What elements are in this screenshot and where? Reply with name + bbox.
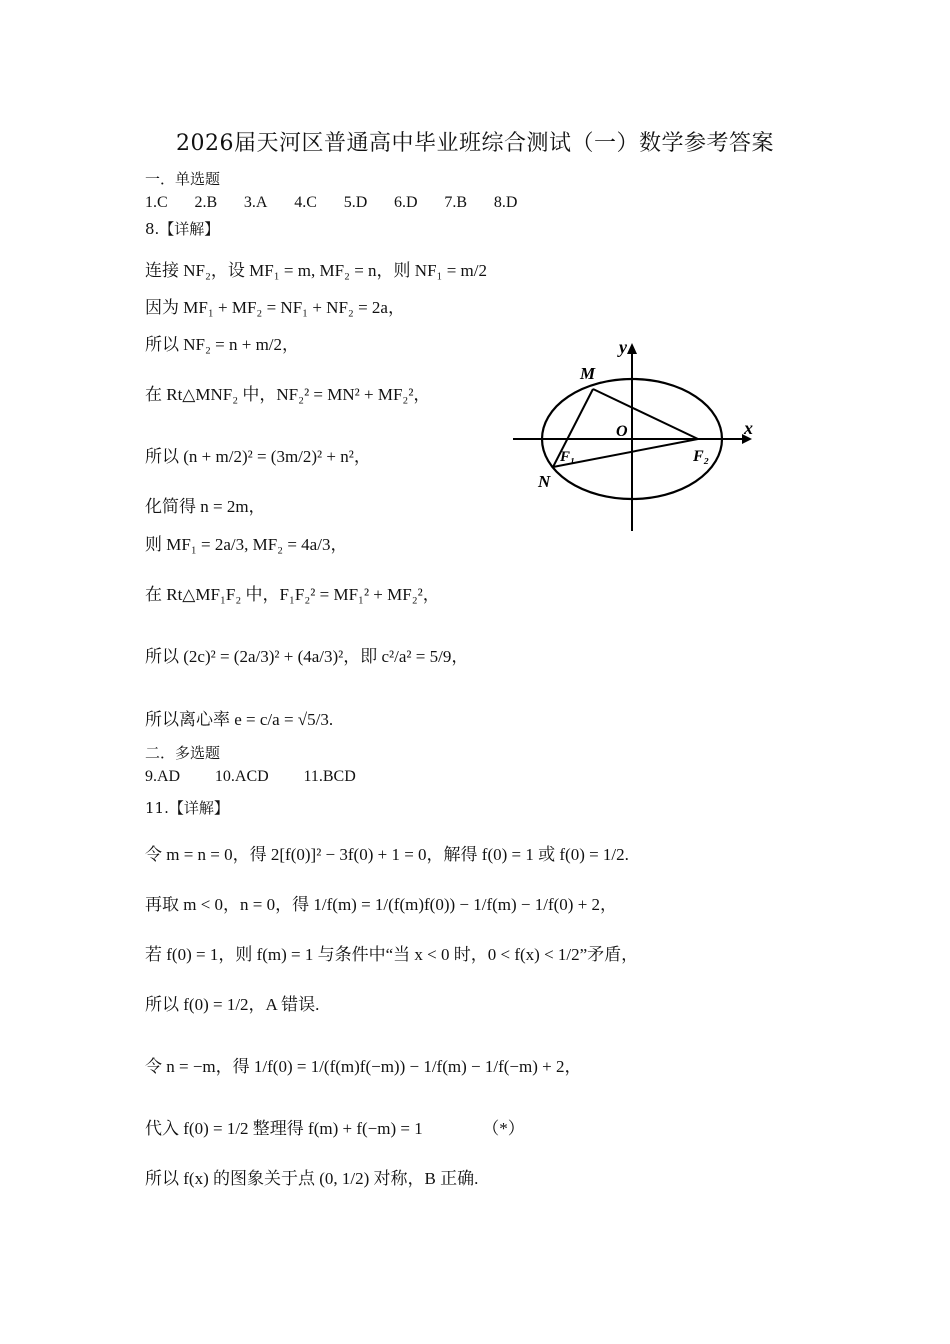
q11-heading: 11.【详解】 bbox=[145, 799, 229, 817]
ellipse-diagram bbox=[508, 335, 768, 535]
q11-line: 令 m = n = 0，得 2[f(0)]² − 3f(0) + 1 = 0，解得 f(0) = 1 或 f(0) = 1/2. bbox=[145, 845, 629, 864]
q11-line: 再取 m < 0，n = 0，得 1/f(m) = 1/(f(m)f(0)) − 1/f(m) − 1/f(0) + 2， bbox=[145, 895, 618, 914]
q11-line: 所以 f(0) = 1/2，A 错误. bbox=[145, 995, 320, 1014]
segment-MF2 bbox=[593, 389, 698, 439]
answer-item: 5.D bbox=[343, 194, 368, 211]
label-x: x bbox=[744, 418, 753, 438]
q11-line: 若 f(0) = 1，则 f(m) = 1 与条件中“当 x < 0 时，0 < f(x) < 1/2”矛盾， bbox=[145, 945, 639, 964]
q8-line: 在 Rt△MNF₂ 中，NF₂² = MN² + MF₂²， bbox=[145, 385, 431, 404]
label-N: N bbox=[538, 472, 551, 491]
answer-item: 2.B bbox=[194, 194, 218, 211]
answer-item: 3.A bbox=[243, 194, 268, 211]
section2-heading: 二．多选题 bbox=[145, 744, 221, 762]
answer-item: 11.BCD bbox=[303, 768, 356, 785]
section2-answers bbox=[145, 767, 378, 786]
label-O: O bbox=[616, 423, 628, 440]
q8-line: 所以 (2c)² = (2a/3)² + (4a/3)²，即 c²/a² = 5/9， bbox=[145, 647, 469, 666]
q8-line: 所以 NF₂ = n + m/2， bbox=[145, 335, 300, 354]
q8-line: 所以离心率 e = c/a = √5/3. bbox=[145, 710, 334, 729]
label-y: y bbox=[619, 337, 627, 357]
q11-line: 令 n = −m，得 1/f(0) = 1/(f(m)f(−m)) − 1/f(m) − 1/f(−m) + 2， bbox=[145, 1057, 582, 1076]
q8-line: 则 MF₁ = 2a/3, MF₂ = 4a/3， bbox=[145, 535, 348, 554]
answer-item: 7.B bbox=[444, 194, 468, 211]
answer-item: 8.D bbox=[493, 194, 518, 211]
q8-line: 在 Rt△MF₁F₂ 中，F₁F₂² = MF₁² + MF₂²， bbox=[145, 585, 440, 604]
q11-line: 代入 f(0) = 1/2 整理得 f(m) + f(−m) = 1 （*） bbox=[145, 1119, 525, 1138]
answer-item: 6.D bbox=[394, 194, 418, 211]
q8-line: 所以 (n + m/2)² = (3m/2)² + n²， bbox=[145, 447, 371, 466]
answer-item: 1.C bbox=[145, 194, 168, 211]
q8-line: 化简得 n = 2m， bbox=[145, 497, 266, 516]
q8-heading: 8.【详解】 bbox=[145, 220, 220, 238]
section1-answers bbox=[145, 193, 539, 212]
q8-line: 因为 MF₁ + MF₂ = NF₁ + NF₂ = 2a， bbox=[145, 298, 405, 317]
label-M: M bbox=[580, 364, 596, 383]
q11-line: 所以 f(x) 的图象关于点 (0, 1/2) 对称，B 正确. bbox=[145, 1169, 479, 1188]
page-title: 2026届天河区普通高中毕业班综合测试（一）数学参考答案 bbox=[176, 131, 774, 156]
y-axis-arrow-icon bbox=[627, 343, 637, 354]
label-F2: F₂ bbox=[693, 448, 710, 465]
label-F1: F₁ bbox=[560, 449, 576, 465]
q8-line: 连接 NF₂，设 MF₁ = m, MF₂ = n，则 NF₁ = m/2 bbox=[145, 261, 487, 280]
answer-item: 9.AD bbox=[145, 768, 181, 785]
answer-item: 10.ACD bbox=[214, 768, 269, 785]
section1-heading: 一．单选题 bbox=[145, 170, 221, 188]
answer-item: 4.C bbox=[294, 194, 317, 211]
